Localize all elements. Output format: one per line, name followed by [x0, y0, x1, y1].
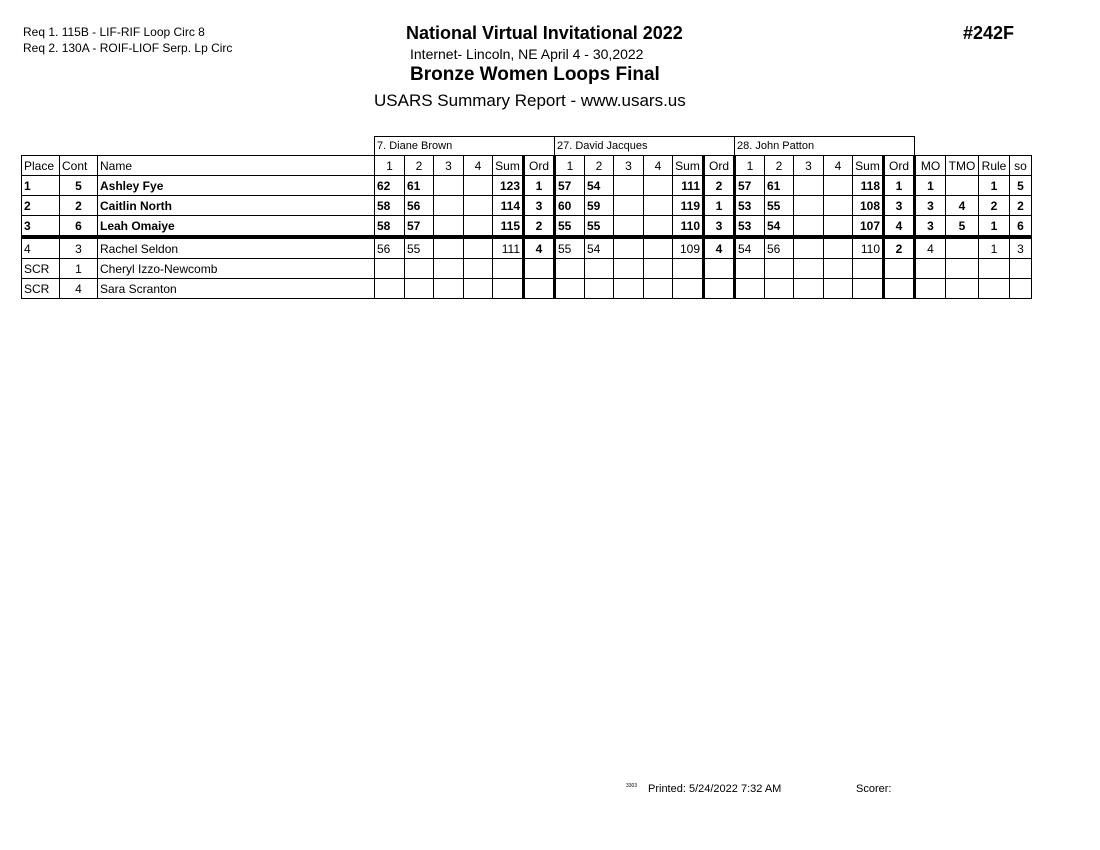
page-title: National Virtual Invitational 2022	[406, 23, 683, 43]
cont-cell: 2	[60, 196, 98, 216]
j1-mark-4-cell	[464, 237, 493, 259]
j1-mark-3-cell	[434, 196, 464, 216]
j3-mark-4-cell	[824, 237, 853, 259]
j1-mark-4-cell	[464, 279, 493, 299]
j1-mark-3-cell	[434, 279, 464, 299]
tmo-cell	[946, 259, 979, 279]
j1-mark-2-cell: 55	[405, 237, 434, 259]
rule-cell: 1	[979, 216, 1010, 238]
j3-mark-3-cell	[794, 259, 824, 279]
j3-mark-4-cell	[824, 259, 853, 279]
j1-mark-1-cell: 62	[375, 176, 405, 196]
place-cell: SCR	[22, 259, 60, 279]
j2-mark-2-cell: 54	[585, 237, 614, 259]
col-j1-mark-3: 3	[434, 156, 464, 176]
j2-mark-4-cell	[644, 216, 673, 238]
place-cell: SCR	[22, 279, 60, 299]
j1-mark-3-cell	[434, 259, 464, 279]
j2-mark-4-cell	[644, 176, 673, 196]
col-j2-mark-3: 3	[614, 156, 644, 176]
j2-mark-1-cell	[555, 259, 585, 279]
j1-sum-cell: 115	[493, 216, 524, 238]
j1-ord-cell: 3	[524, 196, 555, 216]
j1-mark-4-cell	[464, 176, 493, 196]
j2-sum-cell	[673, 259, 704, 279]
name-cell: Cheryl Izzo-Newcomb	[98, 259, 375, 279]
j2-mark-1-cell: 55	[555, 237, 585, 259]
j1-sum-cell	[493, 279, 524, 299]
j2-ord-cell	[704, 279, 735, 299]
mo-cell	[915, 259, 946, 279]
mo-cell: 1	[915, 176, 946, 196]
column-header-row	[22, 156, 1032, 176]
j3-ord-cell: 3	[884, 196, 915, 216]
place-cell: 4	[22, 237, 60, 259]
judge-1-name: 7. Diane Brown	[375, 137, 555, 156]
footer-code: 3303	[626, 783, 638, 789]
j2-mark-3-cell	[614, 279, 644, 299]
j1-ord-cell	[524, 259, 555, 279]
requirement-2: Req 2. 130A - ROIF-LIOF Serp. Lp Circ	[23, 41, 233, 55]
col-j3-mark-1: 1	[735, 156, 765, 176]
j3-mark-4-cell	[824, 196, 853, 216]
j2-ord-cell: 4	[704, 237, 735, 259]
j1-ord-cell: 1	[524, 176, 555, 196]
j3-mark-4-cell	[824, 279, 853, 299]
cont-cell: 3	[60, 237, 98, 259]
col-j3-mark-2: 2	[765, 156, 794, 176]
j3-sum-cell	[853, 279, 884, 299]
col-tmo: TMO	[946, 156, 979, 176]
j3-ord-cell: 4	[884, 216, 915, 238]
j2-sum-cell	[673, 279, 704, 299]
so-cell: 3	[1010, 237, 1032, 259]
j3-sum-cell: 108	[853, 196, 884, 216]
rule-cell: 1	[979, 237, 1010, 259]
j2-sum-cell: 119	[673, 196, 704, 216]
col-name: Name	[98, 156, 375, 176]
j1-ord-cell: 2	[524, 216, 555, 238]
j3-mark-4-cell	[824, 216, 853, 238]
j3-sum-cell: 110	[853, 237, 884, 259]
j1-mark-2-cell	[405, 259, 434, 279]
table-row	[22, 196, 1032, 216]
j3-mark-1-cell	[735, 259, 765, 279]
j2-mark-2-cell	[585, 259, 614, 279]
results-table	[21, 136, 1032, 299]
j3-mark-1-cell: 53	[735, 196, 765, 216]
j3-mark-3-cell	[794, 216, 824, 238]
j1-mark-3-cell	[434, 176, 464, 196]
j3-ord-cell: 2	[884, 237, 915, 259]
j2-ord-cell: 2	[704, 176, 735, 196]
so-cell: 2	[1010, 196, 1032, 216]
place-cell: 3	[22, 216, 60, 238]
j2-mark-2-cell: 59	[585, 196, 614, 216]
so-cell	[1010, 279, 1032, 299]
so-cell: 5	[1010, 176, 1032, 196]
j2-sum-cell: 111	[673, 176, 704, 196]
j1-mark-2-cell	[405, 279, 434, 299]
j2-mark-4-cell	[644, 196, 673, 216]
col-j1-sum: Sum	[493, 156, 524, 176]
j3-mark-4-cell	[824, 176, 853, 196]
j3-ord-cell	[884, 259, 915, 279]
col-rule: Rule	[979, 156, 1010, 176]
mo-cell: 3	[915, 216, 946, 238]
j2-sum-cell: 109	[673, 237, 704, 259]
col-j2-sum: Sum	[673, 156, 704, 176]
j3-mark-3-cell	[794, 279, 824, 299]
j3-mark-3-cell	[794, 176, 824, 196]
col-j2-mark-1: 1	[555, 156, 585, 176]
name-cell: Leah Omaiye	[98, 216, 375, 238]
requirement-1: Req 1. 115B - LIF-RIF Loop Circ 8	[23, 25, 205, 39]
rule-cell: 2	[979, 196, 1010, 216]
tmo-cell: 5	[946, 216, 979, 238]
rule-cell	[979, 259, 1010, 279]
j1-sum-cell: 114	[493, 196, 524, 216]
col-j3-ord: Ord	[884, 156, 915, 176]
place-cell: 2	[22, 196, 60, 216]
col-j2-mark-2: 2	[585, 156, 614, 176]
table-row	[22, 216, 1032, 238]
j1-mark-4-cell	[464, 196, 493, 216]
rule-cell: 1	[979, 176, 1010, 196]
so-cell: 6	[1010, 216, 1032, 238]
j2-mark-1-cell: 55	[555, 216, 585, 238]
col-j1-mark-2: 2	[405, 156, 434, 176]
j1-sum-cell: 111	[493, 237, 524, 259]
j1-mark-3-cell	[434, 237, 464, 259]
judge-2-name: 27. David Jacques	[555, 137, 735, 156]
j2-mark-3-cell	[614, 237, 644, 259]
j2-sum-cell: 110	[673, 216, 704, 238]
j1-mark-1-cell: 56	[375, 237, 405, 259]
j1-mark-2-cell: 61	[405, 176, 434, 196]
scorer-label: Scorer:	[856, 783, 892, 795]
col-mo: MO	[915, 156, 946, 176]
name-cell: Sara Scranton	[98, 279, 375, 299]
j1-mark-3-cell	[434, 216, 464, 238]
tmo-cell: 4	[946, 196, 979, 216]
col-j3-mark-4: 4	[824, 156, 853, 176]
j3-sum-cell: 118	[853, 176, 884, 196]
j2-mark-1-cell: 60	[555, 196, 585, 216]
judge-header-row	[22, 137, 1032, 156]
cont-cell: 4	[60, 279, 98, 299]
j1-sum-cell: 123	[493, 176, 524, 196]
j3-mark-1-cell	[735, 279, 765, 299]
j3-mark-2-cell: 55	[765, 196, 794, 216]
so-cell	[1010, 259, 1032, 279]
col-place: Place	[22, 156, 60, 176]
j3-sum-cell	[853, 259, 884, 279]
place-cell: 1	[22, 176, 60, 196]
event-number: #242F	[963, 23, 1015, 43]
judge-3-name: 28. John Patton	[735, 137, 915, 156]
mo-cell	[915, 279, 946, 299]
tmo-cell	[946, 279, 979, 299]
j1-sum-cell	[493, 259, 524, 279]
name-cell: Rachel Seldon	[98, 237, 375, 259]
j1-mark-1-cell: 58	[375, 216, 405, 238]
j2-mark-1-cell: 57	[555, 176, 585, 196]
j1-mark-4-cell	[464, 216, 493, 238]
j2-mark-3-cell	[614, 259, 644, 279]
mo-cell: 4	[915, 237, 946, 259]
j1-mark-1-cell	[375, 259, 405, 279]
cont-cell: 1	[60, 259, 98, 279]
j2-mark-2-cell: 54	[585, 176, 614, 196]
j1-mark-1-cell: 58	[375, 196, 405, 216]
j3-mark-1-cell: 53	[735, 216, 765, 238]
col-j3-sum: Sum	[853, 156, 884, 176]
tmo-cell	[946, 176, 979, 196]
j1-mark-4-cell	[464, 259, 493, 279]
j3-mark-2-cell: 54	[765, 216, 794, 238]
j2-mark-4-cell	[644, 237, 673, 259]
printed-timestamp: Printed: 5/24/2022 7:32 AM	[648, 783, 782, 795]
col-j2-ord: Ord	[704, 156, 735, 176]
j2-mark-4-cell	[644, 259, 673, 279]
j1-ord-cell	[524, 279, 555, 299]
event-name: Bronze Women Loops Final	[410, 64, 660, 85]
name-cell: Caitlin North	[98, 196, 375, 216]
j1-mark-2-cell: 57	[405, 216, 434, 238]
table-row	[22, 259, 1032, 279]
j1-ord-cell: 4	[524, 237, 555, 259]
j1-mark-1-cell	[375, 279, 405, 299]
col-cont: Cont	[60, 156, 98, 176]
j3-mark-3-cell	[794, 196, 824, 216]
j3-mark-1-cell: 54	[735, 237, 765, 259]
col-so: so	[1010, 156, 1032, 176]
cont-cell: 6	[60, 216, 98, 238]
j3-ord-cell	[884, 279, 915, 299]
j2-ord-cell	[704, 259, 735, 279]
j2-mark-3-cell	[614, 216, 644, 238]
j2-mark-4-cell	[644, 279, 673, 299]
col-j2-mark-4: 4	[644, 156, 673, 176]
table-row	[22, 237, 1032, 259]
col-j1-mark-1: 1	[375, 156, 405, 176]
j2-mark-2-cell: 55	[585, 216, 614, 238]
report-title: USARS Summary Report - www.usars.us	[374, 91, 686, 110]
j3-mark-2-cell: 56	[765, 237, 794, 259]
event-location: Internet- Lincoln, NE April 4 - 30,2022	[410, 46, 644, 62]
j2-mark-3-cell	[614, 196, 644, 216]
cont-cell: 5	[60, 176, 98, 196]
j2-mark-1-cell	[555, 279, 585, 299]
col-j1-mark-4: 4	[464, 156, 493, 176]
j3-ord-cell: 1	[884, 176, 915, 196]
col-j1-ord: Ord	[524, 156, 555, 176]
mo-cell: 3	[915, 196, 946, 216]
j2-ord-cell: 1	[704, 196, 735, 216]
table-row	[22, 176, 1032, 196]
j3-sum-cell: 107	[853, 216, 884, 238]
name-cell: Ashley Fye	[98, 176, 375, 196]
j2-mark-3-cell	[614, 176, 644, 196]
j3-mark-2-cell	[765, 259, 794, 279]
col-j3-mark-3: 3	[794, 156, 824, 176]
j1-mark-2-cell: 56	[405, 196, 434, 216]
j3-mark-1-cell: 57	[735, 176, 765, 196]
j3-mark-3-cell	[794, 237, 824, 259]
table-row	[22, 279, 1032, 299]
j2-ord-cell: 3	[704, 216, 735, 238]
j3-mark-2-cell: 61	[765, 176, 794, 196]
j3-mark-2-cell	[765, 279, 794, 299]
tmo-cell	[946, 237, 979, 259]
j2-mark-2-cell	[585, 279, 614, 299]
rule-cell	[979, 279, 1010, 299]
